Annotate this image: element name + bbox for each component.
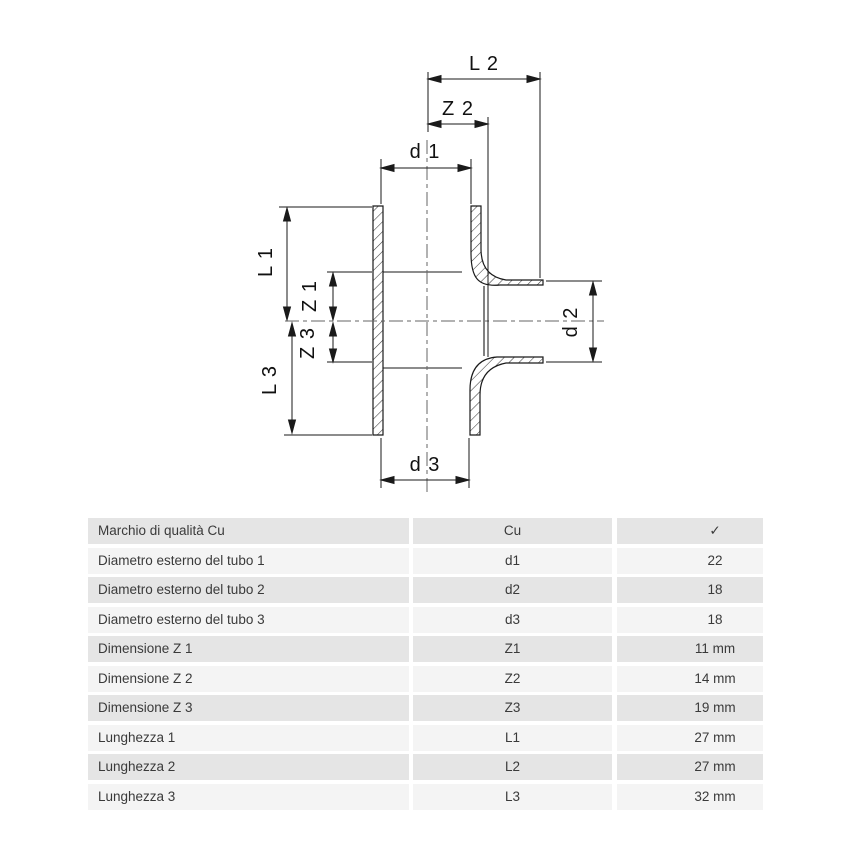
table-row (88, 518, 763, 544)
spec-label: Diametro esterno del tubo 3 (88, 607, 409, 633)
label-l1: L 1 (255, 246, 277, 278)
dim-z1 (330, 273, 337, 320)
table-row (88, 548, 763, 574)
spec-label: Diametro esterno del tubo 1 (88, 548, 409, 574)
spec-symbol: L1 (413, 725, 612, 751)
spec-symbol: d1 (413, 548, 612, 574)
dim-z3 (330, 323, 337, 362)
spec-value: 18 (617, 577, 763, 603)
spec-symbol: Z2 (413, 666, 612, 692)
table-row (88, 695, 763, 721)
spec-value: ✓ (617, 518, 763, 544)
lower-right-wall (470, 357, 543, 435)
spec-label: Lunghezza 3 (88, 784, 409, 810)
table-row (88, 607, 763, 633)
spec-symbol: d3 (413, 607, 612, 633)
spec-label: Lunghezza 2 (88, 754, 409, 780)
label-l2: L 2 (468, 53, 500, 75)
spec-table (88, 518, 763, 810)
label-d3: d 3 (409, 454, 441, 476)
spec-value: 14 mm (617, 666, 763, 692)
spec-value: 11 mm (617, 636, 763, 662)
spec-symbol: d2 (413, 577, 612, 603)
spec-value: 18 (617, 607, 763, 633)
table-row (88, 784, 763, 810)
spec-symbol: L2 (413, 754, 612, 780)
spec-value: 27 mm (617, 725, 763, 751)
label-d2: d 2 (560, 306, 582, 338)
spec-value: 19 mm (617, 695, 763, 721)
dim-z2 (428, 121, 488, 128)
spec-label: Dimensione Z 3 (88, 695, 409, 721)
upper-right-wall (471, 206, 543, 285)
spec-label: Diametro esterno del tubo 2 (88, 577, 409, 603)
table-row (88, 725, 763, 751)
spec-value: 22 (617, 548, 763, 574)
dim-d3 (381, 477, 469, 484)
spec-symbol: Z1 (413, 636, 612, 662)
table-row (88, 636, 763, 662)
dimension-lines (284, 76, 597, 484)
dim-l3 (289, 323, 296, 433)
spec-label: Dimensione Z 2 (88, 666, 409, 692)
table-row (88, 666, 763, 692)
label-z3: Z 3 (297, 327, 319, 359)
extension-lines (279, 72, 602, 488)
label-z1: Z 1 (299, 280, 321, 312)
spec-label: Marchio di qualità Cu (88, 518, 409, 544)
dimension-labels (255, 53, 582, 476)
table-row (88, 754, 763, 780)
table-row (88, 577, 763, 603)
spec-label: Dimensione Z 1 (88, 636, 409, 662)
dim-l1 (284, 208, 291, 320)
spec-value: 32 mm (617, 784, 763, 810)
spec-value: 27 mm (617, 754, 763, 780)
spec-symbol: L3 (413, 784, 612, 810)
dim-d1 (381, 165, 471, 172)
spec-symbol: Z3 (413, 695, 612, 721)
socket-stops (383, 272, 484, 368)
label-d1: d 1 (409, 141, 441, 163)
dim-l2 (428, 76, 540, 83)
spec-label: Lunghezza 1 (88, 725, 409, 751)
label-l3: L 3 (259, 364, 281, 396)
label-z2: Z 2 (442, 98, 474, 120)
spec-symbol: Cu (413, 518, 612, 544)
